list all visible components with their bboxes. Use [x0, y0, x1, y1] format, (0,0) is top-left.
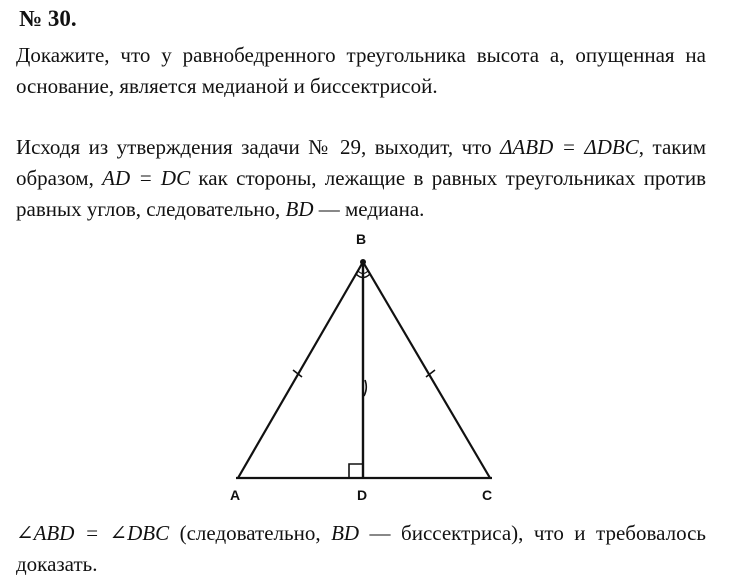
- vertex-b-dot: [360, 259, 366, 265]
- solution-text: Исходя из утверждения задачи № 29, выходит, что: [16, 135, 501, 159]
- angle-equality: ∠ABD = ∠DBC: [16, 521, 170, 545]
- problem-statement: Докажите, что у равнобедренного треугольника высота а, опущенная на основание, является медианой и биссектрисой.: [16, 43, 706, 98]
- right-angle-mark: [349, 464, 363, 478]
- solution-text: , таким образом,: [16, 135, 707, 190]
- label-a: A: [230, 487, 241, 503]
- conclusion-text: — биссектриса), что и требовалось доказать.: [16, 521, 707, 576]
- conclusion-paragraph: [16, 518, 706, 580]
- altitude-mark: [364, 380, 366, 396]
- problem-number: № 30.: [19, 6, 77, 31]
- conclusion-text: (следовательно,: [169, 521, 332, 545]
- side-ab: [238, 262, 363, 478]
- segment-name: BD: [285, 197, 314, 221]
- label-d: D: [357, 487, 368, 503]
- side-bc: [363, 262, 490, 478]
- segment-equality: AD = DC: [102, 166, 191, 190]
- solution-text: — медиана.: [313, 197, 425, 221]
- label-b: B: [356, 231, 367, 247]
- triangle-equality: ΔABD = ΔDBC: [500, 135, 639, 159]
- segment-name: BD: [331, 521, 360, 545]
- solution-text: как стороны, лежащие в равных треугольниках против равных углов, следовательно,: [16, 166, 706, 221]
- label-c: C: [482, 487, 493, 503]
